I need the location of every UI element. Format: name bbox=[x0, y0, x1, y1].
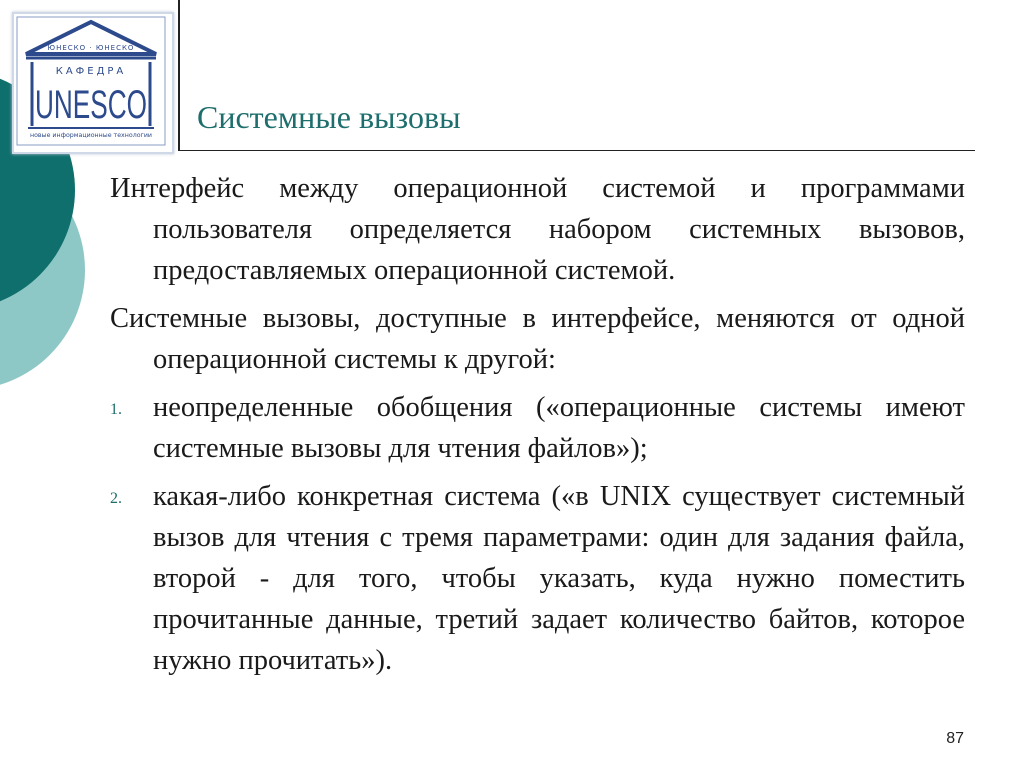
logo-main-text: UNESCO bbox=[35, 83, 147, 127]
svg-text:ЮНЕСКО · ЮНЕСКО: ЮНЕСКО · ЮНЕСКО bbox=[47, 44, 135, 52]
logo-arch-text: КАФЕДРА bbox=[55, 66, 127, 77]
list-item-1 bbox=[110, 387, 965, 469]
unesco-logo-graphic bbox=[14, 14, 168, 148]
list-item-2 bbox=[110, 476, 965, 681]
page-number: 87 bbox=[946, 730, 964, 747]
header-vertical-divider bbox=[178, 0, 180, 150]
list-text-2: какая-либо конкретная система («в UNIX существует системный вызов для чтения с тремя параметрами: один для задания файла, второй - для того, чтобы указать, куда нужно поместить прочитанные данные, третий задает количество байтов, которое нужно прочитать»). bbox=[153, 481, 965, 676]
list-number-2: 2. bbox=[110, 490, 122, 507]
list-number-1: 1. bbox=[110, 401, 122, 418]
body-paragraph-1: Интерфейс между операционной системой и программами пользователя определяется набором системных вызовов, предоставляемых операционной системой. bbox=[110, 173, 965, 286]
list-text-1: неопределенные обобщения («операционные системы имеют системные вызовы для чтения файлов»); bbox=[153, 392, 965, 464]
logo-bottom-text: новые информационные технологии bbox=[30, 132, 153, 139]
slide-body bbox=[110, 168, 965, 688]
unesco-chair-logo bbox=[12, 12, 174, 154]
slide-title: Системные вызовы bbox=[197, 99, 461, 135]
body-paragraph-2: Системные вызовы, доступные в интерфейсе, меняются от одной операционной системы к другой: bbox=[110, 303, 965, 375]
decorative-circle-white bbox=[0, 410, 80, 620]
header-horizontal-divider bbox=[178, 150, 975, 151]
